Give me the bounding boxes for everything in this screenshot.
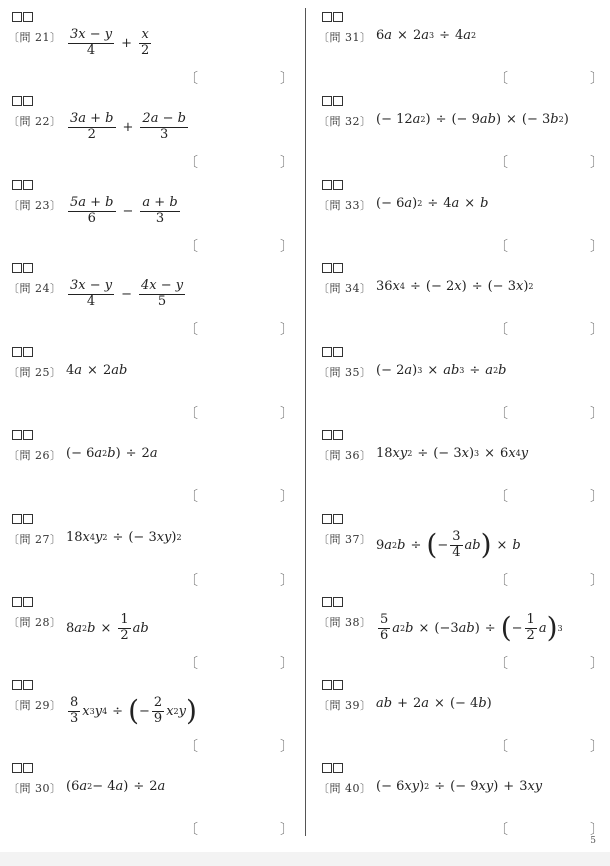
expression: (6 a 2 − 4 a ) ÷ 2 a — [66, 779, 166, 794]
check-boxes — [322, 763, 343, 773]
checkbox[interactable] — [333, 347, 343, 357]
checkbox[interactable] — [12, 96, 22, 106]
problem-label: 〔問 40〕 — [318, 782, 372, 795]
answer-blank[interactable]: 〔 〕 — [494, 322, 604, 338]
expression: $\frac{5}{6}$ a 2 b × (−3 ab ) ÷ ( − $\frac{1}{2}$ a ) 3 — [380, 611, 563, 645]
checkbox[interactable] — [322, 597, 332, 607]
problem-38 — [318, 597, 608, 677]
problem-label: 〔問 37〕 — [318, 533, 372, 546]
checkbox[interactable] — [322, 180, 332, 190]
checkbox[interactable] — [333, 12, 343, 22]
problem-21 — [8, 12, 298, 92]
check-boxes — [322, 680, 343, 690]
checkbox[interactable] — [322, 96, 332, 106]
answer-blank[interactable]: 〔 〕 — [494, 656, 604, 672]
page-number: 5 — [590, 836, 596, 846]
problem-24 — [8, 263, 298, 343]
checkbox[interactable] — [23, 347, 33, 357]
problem-label: 〔問 31〕 — [318, 31, 372, 44]
check-boxes — [322, 96, 343, 106]
check-boxes — [12, 96, 33, 106]
problem-label: 〔問 33〕 — [318, 199, 372, 212]
problem-label: 〔問 27〕 — [8, 533, 62, 546]
check-boxes — [322, 347, 343, 357]
check-boxes — [12, 514, 33, 524]
answer-blank[interactable]: 〔 〕 — [184, 406, 294, 422]
problem-label: 〔問 22〕 — [8, 115, 62, 128]
answer-blank[interactable]: 〔 〕 — [184, 489, 294, 505]
problem-35 — [318, 347, 608, 427]
check-boxes — [322, 12, 343, 22]
check-boxes — [12, 180, 33, 190]
expression: 9 a 2 b ÷ ( − $\frac{3}{4}$ ab ) × b — [376, 528, 521, 562]
expression: 8 a 2 b × $\frac{1}{2}$ ab — [66, 612, 149, 643]
checkbox[interactable] — [12, 12, 22, 22]
problem-27 — [8, 514, 298, 594]
check-boxes — [12, 763, 33, 773]
problem-32 — [318, 96, 608, 176]
checkbox[interactable] — [12, 430, 22, 440]
checkbox[interactable] — [23, 180, 33, 190]
expression: 6 a × 2 a 3 ÷ 4 a 2 — [376, 28, 477, 43]
checkbox[interactable] — [333, 263, 343, 273]
checkbox[interactable] — [23, 263, 33, 273]
expression: $\frac{8}{3}$ x 3 y 4 ÷ ( − $\frac{2}{9}$ x 2 y ) — [70, 694, 197, 728]
problem-33 — [318, 180, 608, 260]
problem-label: 〔問 25〕 — [8, 366, 62, 379]
problem-25 — [8, 347, 298, 427]
answer-blank[interactable]: 〔 〕 — [184, 322, 294, 338]
problem-label: 〔問 32〕 — [318, 115, 372, 128]
bottom-margin — [0, 852, 610, 866]
answer-blank[interactable]: 〔 〕 — [184, 239, 294, 255]
problem-29 — [8, 680, 298, 760]
expression: 36 x 4 ÷ (− 2 x ) ÷ (− 3 x ) 2 — [376, 279, 534, 294]
checkbox[interactable] — [333, 430, 343, 440]
expression: $\frac{3x - y}{4}$ + $\frac{x}{2}$ — [70, 27, 150, 58]
expression: $\frac{5a + b}{6}$ − $\frac{a + b}{3}$ — [70, 195, 178, 226]
answer-blank[interactable]: 〔 〕 — [494, 406, 604, 422]
answer-blank[interactable]: 〔 〕 — [184, 739, 294, 755]
checkbox[interactable] — [12, 680, 22, 690]
checkbox[interactable] — [12, 763, 22, 773]
column-divider — [305, 8, 306, 836]
expression: (− 12 a 2 ) ÷ (− 9 ab ) × (− 3 b 2 ) — [376, 112, 569, 127]
problem-label: 〔問 26〕 — [8, 449, 62, 462]
checkbox[interactable] — [12, 514, 22, 524]
checkbox[interactable] — [23, 763, 33, 773]
answer-blank[interactable]: 〔 〕 — [184, 822, 294, 838]
check-boxes — [12, 680, 33, 690]
problem-label: 〔問 28〕 — [8, 616, 62, 629]
problem-37 — [318, 514, 608, 594]
expression: 4 a × 2 ab — [66, 363, 128, 378]
check-boxes — [12, 12, 33, 22]
checkbox[interactable] — [333, 514, 343, 524]
check-boxes — [322, 597, 343, 607]
expression: ab + 2 a × (− 4 b ) — [376, 696, 492, 711]
problem-label: 〔問 23〕 — [8, 199, 62, 212]
answer-blank[interactable]: 〔 〕 — [184, 656, 294, 672]
checkbox[interactable] — [23, 96, 33, 106]
checkbox[interactable] — [333, 597, 343, 607]
problem-36 — [318, 430, 608, 510]
problem-22 — [8, 96, 298, 176]
answer-blank[interactable]: 〔 〕 — [494, 71, 604, 87]
check-boxes — [12, 347, 33, 357]
expression: (− 6 a ) 2 ÷ 4 a × b — [376, 196, 489, 211]
problem-31 — [318, 12, 608, 92]
checkbox[interactable] — [23, 430, 33, 440]
answer-blank[interactable]: 〔 〕 — [494, 489, 604, 505]
checkbox[interactable] — [333, 680, 343, 690]
expression: (− 2 a ) 3 × ab 3 ÷ a 2 b — [376, 363, 507, 378]
checkbox[interactable] — [12, 597, 22, 607]
problem-39 — [318, 680, 608, 760]
checkbox[interactable] — [23, 514, 33, 524]
checkbox[interactable] — [322, 680, 332, 690]
problem-label: 〔問 21〕 — [8, 31, 62, 44]
problem-label: 〔問 35〕 — [318, 366, 372, 379]
checkbox[interactable] — [322, 263, 332, 273]
checkbox[interactable] — [23, 680, 33, 690]
expression: 18 xy 2 ÷ (− 3 x ) 3 × 6 x 4 y — [376, 446, 529, 461]
problem-label: 〔問 38〕 — [318, 616, 372, 629]
checkbox[interactable] — [23, 597, 33, 607]
checkbox[interactable] — [322, 763, 332, 773]
check-boxes — [322, 430, 343, 440]
checkbox[interactable] — [12, 263, 22, 273]
problem-34 — [318, 263, 608, 343]
problem-26 — [8, 430, 298, 510]
check-boxes — [322, 263, 343, 273]
problem-30 — [8, 763, 298, 843]
check-boxes — [12, 430, 33, 440]
answer-blank[interactable]: 〔 〕 — [494, 573, 604, 589]
checkbox[interactable] — [333, 763, 343, 773]
expression: (− 6 xy ) 2 ÷ (− 9 xy ) + 3 xy — [376, 779, 543, 794]
checkbox[interactable] — [333, 180, 343, 190]
checkbox[interactable] — [12, 180, 22, 190]
answer-blank[interactable]: 〔 〕 — [184, 155, 294, 171]
expression: 18 x 4 y 2 ÷ (− 3 xy ) 2 — [66, 530, 182, 545]
checkbox[interactable] — [322, 12, 332, 22]
problem-label: 〔問 34〕 — [318, 282, 372, 295]
checkbox[interactable] — [333, 96, 343, 106]
checkbox[interactable] — [322, 514, 332, 524]
answer-blank[interactable]: 〔 〕 — [494, 155, 604, 171]
expression: (− 6 a 2 b ) ÷ 2 a — [66, 446, 158, 461]
checkbox[interactable] — [12, 347, 22, 357]
checkbox[interactable] — [23, 12, 33, 22]
problem-label: 〔問 29〕 — [8, 699, 62, 712]
check-boxes — [322, 180, 343, 190]
problem-label: 〔問 30〕 — [8, 782, 62, 795]
answer-blank[interactable]: 〔 〕 — [184, 573, 294, 589]
expression: $\frac{3a + b}{2}$ + $\frac{2a - b}{3}$ — [70, 111, 186, 142]
problem-label: 〔問 36〕 — [318, 449, 372, 462]
problem-label: 〔問 39〕 — [318, 699, 372, 712]
problem-label: 〔問 24〕 — [8, 282, 62, 295]
checkbox[interactable] — [322, 347, 332, 357]
check-boxes — [12, 263, 33, 273]
answer-blank[interactable]: 〔 〕 — [494, 822, 604, 838]
check-boxes — [322, 514, 343, 524]
problem-23 — [8, 180, 298, 260]
check-boxes — [12, 597, 33, 607]
expression: $\frac{3x - y}{4}$ − $\frac{4x - y}{5}$ — [70, 278, 184, 309]
problem-28 — [8, 597, 298, 677]
answer-blank[interactable]: 〔 〕 — [184, 71, 294, 87]
checkbox[interactable] — [322, 430, 332, 440]
problem-40 — [318, 763, 608, 843]
answer-blank[interactable]: 〔 〕 — [494, 739, 604, 755]
answer-blank[interactable]: 〔 〕 — [494, 239, 604, 255]
